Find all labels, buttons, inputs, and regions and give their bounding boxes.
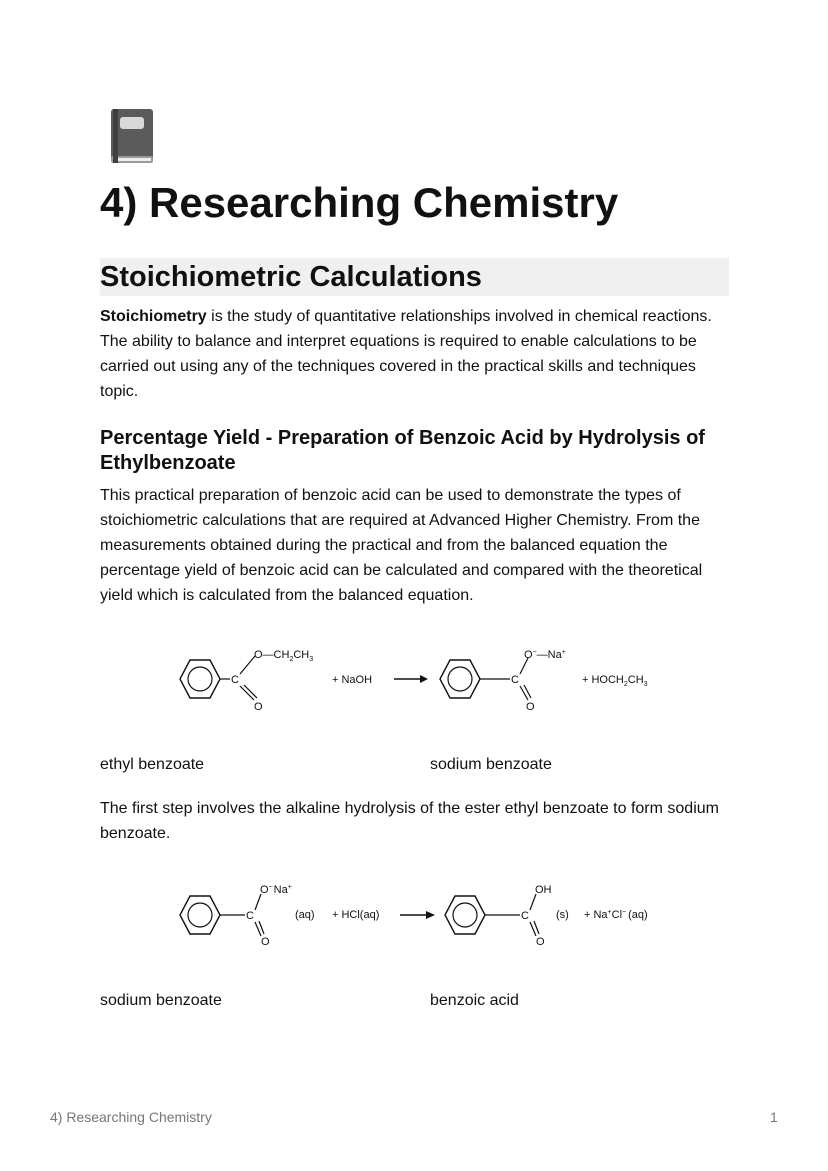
footer-title: 4) Researching Chemistry: [50, 1109, 212, 1125]
intro-text: is the study of quantitative relationships involved in chemical reactions. The ability to balance and interpret equations is required to enable calculations to be carried out using any of the techniques covered in the practical skills and techniques topic.: [100, 308, 712, 400]
intro-term: Stoichiometry: [100, 308, 207, 325]
r2-product-oxygen: O: [536, 936, 545, 948]
subsection-paragraph: This practical preparation of benzoic acid can be used to demonstrate the types of stoichiometric calculations that are required at Advanced Higher Chemistry. From the measurements obtained during the practical and from the balanced equation the percentage yield of benzoic acid can be calculated and compared with the theoretical yield which is calculated from the balanced equation.: [100, 487, 703, 604]
page-number: 1: [770, 1109, 778, 1125]
r2-byproduct: + Na+Cl− (aq): [584, 909, 648, 921]
reaction-acidification-diagram: [160, 876, 680, 956]
r2-reactant-group: O−Na+: [260, 884, 292, 896]
page-title: 4) Researching Chemistry: [100, 179, 619, 226]
r2-carbon: C: [246, 910, 254, 922]
reaction-hydrolysis-diagram: [160, 640, 680, 720]
r1-product-oxygen: O: [526, 701, 535, 713]
label-sodium-benzoate: sodium benzoate: [430, 756, 552, 773]
r1-reagent: + NaOH: [332, 674, 373, 686]
book-icon: [108, 108, 156, 166]
r2-oxygen: O: [261, 936, 270, 948]
r2-product-carbon: C: [521, 910, 529, 922]
label-benzoic-acid: benzoic acid: [430, 992, 519, 1009]
r1-arrow: [420, 675, 428, 683]
r2-state-s: (s): [556, 909, 569, 921]
intro-paragraph: [100, 304, 736, 404]
label-ethyl-benzoate: ethyl benzoate: [100, 756, 205, 773]
r1-ester-group: $O—CH_2CH_3$: [254, 649, 314, 663]
subsection-heading: Percentage Yield - Preparation of Benzoic Acid by Hydrolysis of Ethylbenzoate: [100, 427, 705, 474]
r1-product-carbon: C: [511, 674, 519, 686]
r1-carbon: C: [231, 674, 239, 686]
r2-product-oh: OH: [535, 884, 552, 896]
section-heading: Stoichiometric Calculations: [100, 258, 729, 296]
r2-reagent: + HCl(aq): [332, 909, 380, 921]
r1-byproduct: + $HOCH_2CH_3$: [582, 674, 648, 688]
step-paragraph: The first step involves the alkaline hydrolysis of the ester ethyl benzoate to form sodium benzoate.: [100, 800, 719, 842]
r2-state-aq: (aq): [295, 909, 315, 921]
label-sodium-benzoate-2: sodium benzoate: [100, 992, 222, 1009]
r1-oxygen: O: [254, 701, 263, 713]
r1-product-group: O−—Na+: [524, 649, 566, 661]
r2-arrow: [426, 911, 435, 919]
